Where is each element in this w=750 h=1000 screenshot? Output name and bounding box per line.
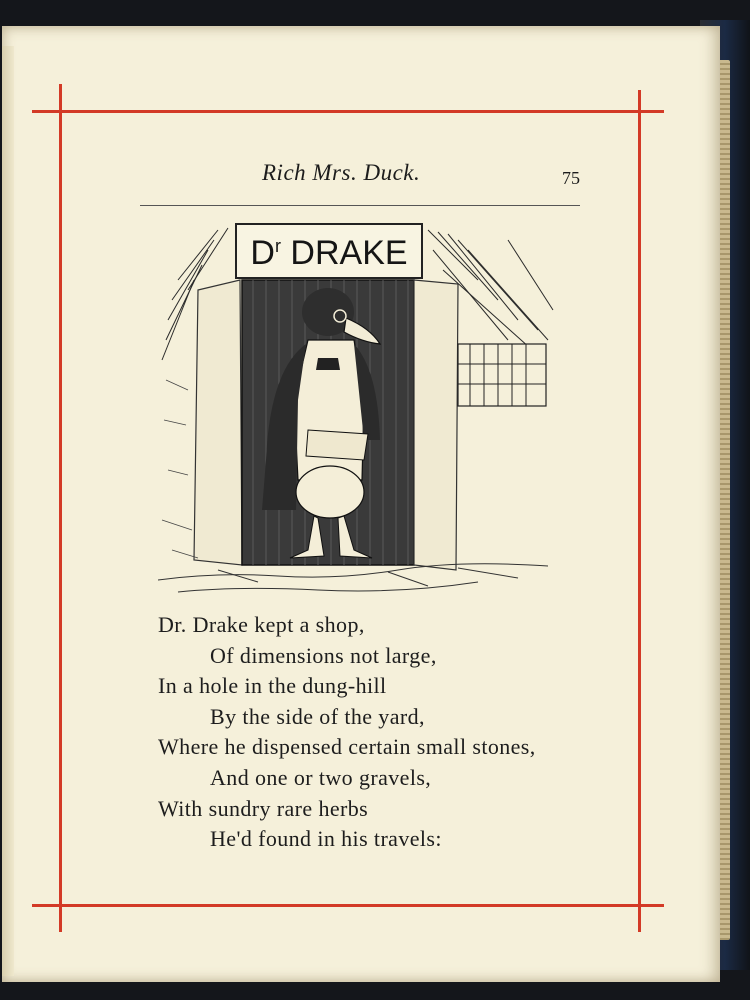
shop-sign-main: D xyxy=(250,234,275,272)
verse-line: He'd found in his travels: xyxy=(210,826,442,852)
wall-left xyxy=(194,280,242,565)
header-rule xyxy=(140,205,580,206)
verse-line: Dr. Drake kept a shop, xyxy=(158,612,365,637)
shop-sign-rest: DRAKE xyxy=(280,234,408,272)
border-rule-top xyxy=(32,110,664,113)
page-number: 75 xyxy=(562,168,580,188)
shop-sign xyxy=(250,234,407,272)
running-head: Rich Mrs. Duck. xyxy=(262,160,421,185)
verse-line: By the side of the yard, xyxy=(210,703,425,729)
verse-line: And one or two gravels, xyxy=(210,764,432,790)
verse-line: With sundry rare herbs xyxy=(158,795,369,821)
verse-block xyxy=(158,610,628,855)
shop-window xyxy=(458,344,546,406)
ground-lines xyxy=(158,564,548,592)
shop-sign-sup: r xyxy=(274,236,281,256)
verse-line: Where he dispensed certain small stones, xyxy=(158,734,536,760)
border-rule-left xyxy=(59,84,62,932)
wall-right xyxy=(414,280,458,570)
border-rule-right xyxy=(638,90,641,932)
border-rule-bottom xyxy=(32,904,664,907)
verse-line: In a hole in the dung-hill xyxy=(158,673,387,699)
binding-edge xyxy=(2,46,14,976)
dr-drake-illustration xyxy=(158,220,558,600)
verse-line: Of dimensions not large, xyxy=(210,642,437,668)
